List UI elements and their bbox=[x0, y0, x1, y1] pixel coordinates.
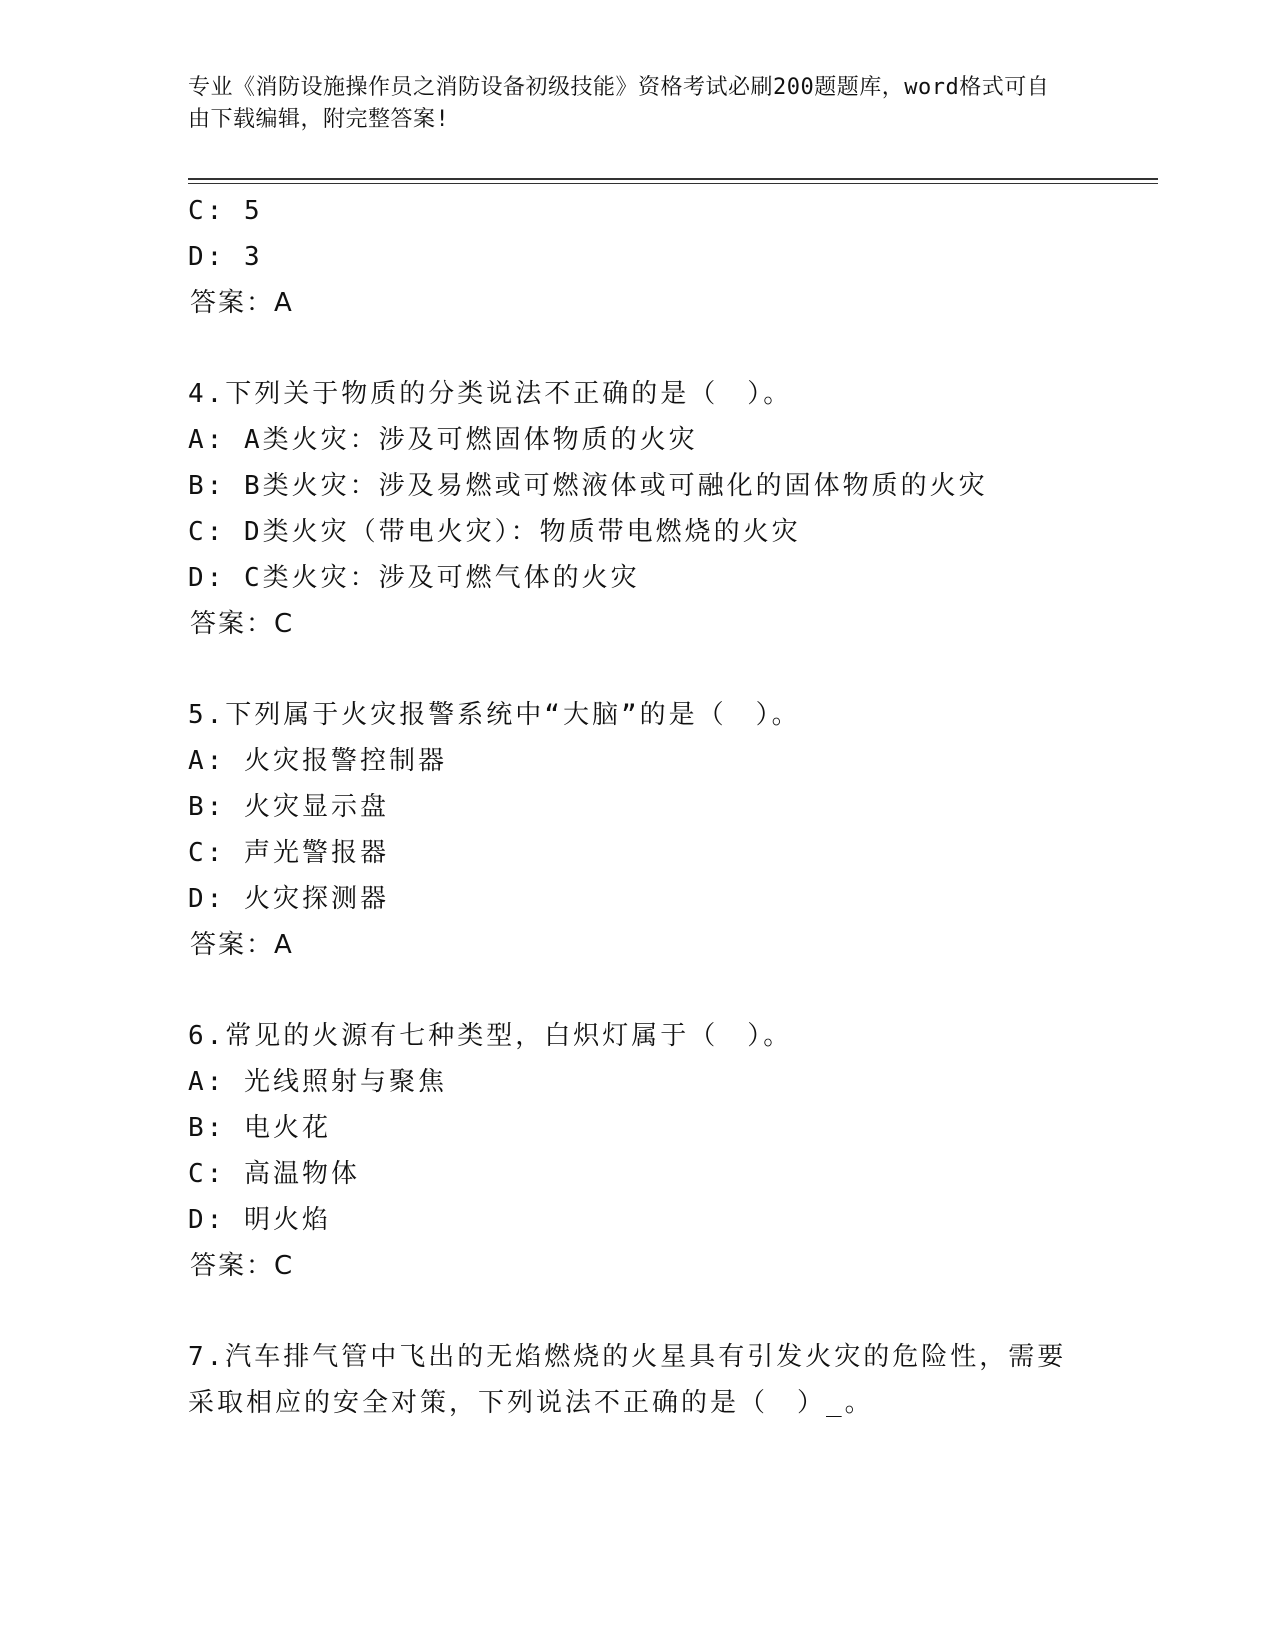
option-b: B: B类火灾：涉及易燃或可燃液体或可融化的固体物质的火灾 bbox=[188, 471, 988, 501]
document-header: 专业《消防设施操作员之消防设备初级技能》资格考试必刷200题题库，word格式可自由下载编辑，附完整答案! bbox=[188, 75, 1050, 132]
option-a: A: 光线照射与聚焦 bbox=[188, 1067, 447, 1097]
option-a: A: 火灾报警控制器 bbox=[188, 746, 447, 776]
question-7 bbox=[188, 1334, 1088, 1426]
option-d: D: C类火灾：涉及可燃气体的火灾 bbox=[188, 563, 640, 593]
header-divider bbox=[188, 178, 1158, 184]
option-c: C: D类火灾（带电火灾）：物质带电燃烧的火灾 bbox=[188, 517, 801, 547]
option-d: D: 火灾探测器 bbox=[188, 884, 389, 914]
question-stem: 5.下列属于火灾报警系统中“大脑”的是（ ）。 bbox=[188, 700, 801, 730]
option-b: B: 火灾显示盘 bbox=[188, 792, 389, 822]
option-c: C: 高温物体 bbox=[188, 1159, 360, 1189]
option-c: C: 声光警报器 bbox=[188, 838, 389, 868]
question-3-continuation bbox=[188, 188, 1088, 326]
question-stem-line-1: 7.汽车排气管中飞出的无焰燃烧的火星具有引发火灾的危险性，需要 bbox=[188, 1342, 1067, 1372]
answer-line: 答案：C bbox=[190, 1251, 295, 1281]
option-d: D: 3 bbox=[188, 242, 263, 272]
option-b: B: 电火花 bbox=[188, 1113, 331, 1143]
question-stem: 6.常见的火源有七种类型，白炽灯属于（ ）。 bbox=[188, 1021, 793, 1051]
answer-line: 答案：A bbox=[190, 930, 294, 960]
question-stem: 4.下列关于物质的分类说法不正确的是（ ）。 bbox=[188, 379, 793, 409]
question-4 bbox=[188, 371, 1088, 647]
answer-line: 答案：C bbox=[190, 609, 295, 639]
option-a: A: A类火灾：涉及可燃固体物质的火灾 bbox=[188, 425, 698, 455]
answer-line: 答案：A bbox=[190, 288, 294, 318]
option-c: C: 5 bbox=[188, 196, 263, 226]
option-d: D: 明火焰 bbox=[188, 1205, 331, 1235]
question-stem-line-2: 采取相应的安全对策，下列说法不正确的是（ ）_。 bbox=[188, 1388, 874, 1418]
question-6 bbox=[188, 1013, 1088, 1289]
document-body bbox=[188, 188, 1088, 1426]
question-5 bbox=[188, 692, 1088, 968]
